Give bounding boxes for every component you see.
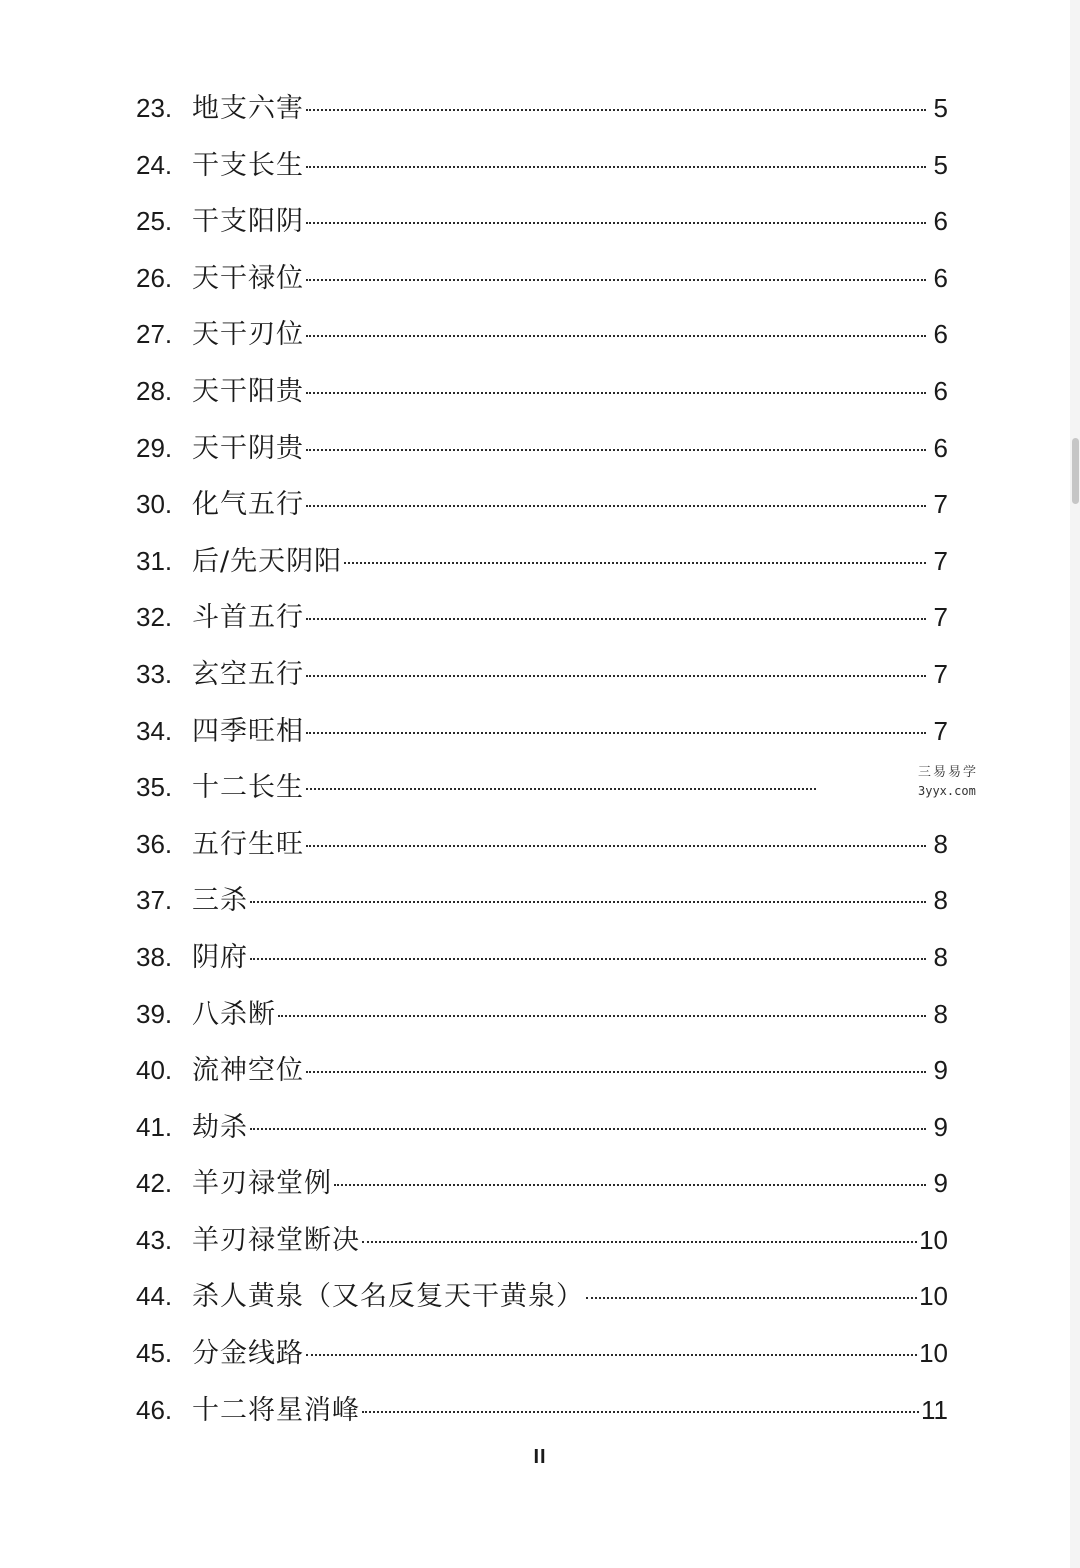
toc-entry-number: 24. <box>136 149 173 180</box>
toc-entry-number: 23. <box>136 93 173 123</box>
toc-entry-number: 34. <box>136 715 173 746</box>
toc-entry-number: 39. <box>136 998 173 1029</box>
dot-leader <box>250 958 926 960</box>
toc-entry-number: 25. <box>136 206 173 237</box>
toc-entry[interactable] <box>136 872 948 929</box>
page-number: II <box>533 1446 547 1468</box>
toc-entry-page: 10 <box>919 1281 948 1312</box>
toc-entry-title: 分金线路 <box>192 1338 304 1370</box>
dot-leader <box>344 562 926 564</box>
toc-entry[interactable] <box>136 646 948 703</box>
toc-entry-page: 10 <box>919 1224 948 1255</box>
toc-entry-title: 后/先天阴阳 <box>192 545 343 577</box>
toc-entry-title: 劫杀 <box>192 1111 248 1143</box>
toc-entry-page: 9 <box>933 1055 948 1086</box>
dot-leader <box>362 1241 917 1243</box>
toc-entry-page: 6 <box>933 375 948 406</box>
dot-leader <box>306 109 926 111</box>
dot-leader <box>306 166 926 168</box>
toc-entry[interactable] <box>136 759 948 816</box>
toc-entry-page: 6 <box>933 319 948 350</box>
toc-entry-title: 八杀断 <box>192 998 276 1030</box>
scrollbar-thumb[interactable] <box>1072 438 1079 504</box>
toc-entry-page: 6 <box>933 206 948 237</box>
dot-leader <box>306 675 926 677</box>
toc-entry-title: 干支阳阴 <box>192 206 304 238</box>
toc-entry-number: 35. <box>136 772 173 803</box>
toc-entry-title: 干支长生 <box>192 149 304 181</box>
toc-entry-number: 43. <box>136 1224 173 1255</box>
toc-entry-number: 42. <box>136 1168 173 1199</box>
toc-entry-number: 28. <box>136 375 173 406</box>
toc-entry-title: 流神空位 <box>192 1055 304 1087</box>
toc-entry-title: 三杀 <box>192 885 248 917</box>
dot-leader <box>306 392 926 394</box>
toc-entry[interactable] <box>136 703 948 760</box>
watermark-name: 三易易学 <box>918 765 979 780</box>
toc-entry-number: 41. <box>136 1111 173 1142</box>
toc-entry-page: 6 <box>933 432 948 463</box>
toc-entry-title: 羊刃禄堂例 <box>192 1168 332 1200</box>
toc-entry-number: 26. <box>136 262 173 293</box>
toc-entry[interactable] <box>136 363 948 420</box>
toc-entry-page: 11 <box>921 1394 948 1425</box>
toc-entry[interactable] <box>136 1325 948 1382</box>
toc-entry-title: 五行生旺 <box>192 828 304 860</box>
toc-entry-title: 玄空五行 <box>192 658 304 690</box>
toc-entry-title: 天干刃位 <box>192 319 304 351</box>
toc-entry-number: 37. <box>136 885 173 916</box>
toc-entry-page: 7 <box>933 545 948 576</box>
toc-entry[interactable] <box>136 1382 948 1439</box>
dot-leader <box>278 1015 926 1017</box>
toc-entry-title: 斗首五行 <box>192 602 304 634</box>
toc-entry-title: 杀人黄泉（又名反复天干黄泉） <box>192 1281 584 1313</box>
toc-entry-title: 四季旺相 <box>192 715 304 747</box>
toc-entry-page: 5 <box>933 93 948 123</box>
toc-entry-page: 5 <box>933 149 948 180</box>
toc-entry-title: 十二将星消峰 <box>192 1394 360 1426</box>
toc-entry[interactable] <box>136 137 948 194</box>
toc-entry[interactable] <box>136 1042 948 1099</box>
toc-entry-page: 7 <box>933 602 948 633</box>
scrollbar-track[interactable] <box>1070 0 1080 1568</box>
toc-entry-title: 天干阳贵 <box>192 375 304 407</box>
toc-entry[interactable] <box>136 193 948 250</box>
toc-entry[interactable] <box>136 80 948 137</box>
toc-entry[interactable] <box>136 1268 948 1325</box>
toc-entry-number: 33. <box>136 658 173 689</box>
toc-entry-title: 羊刃禄堂断决 <box>192 1224 360 1256</box>
toc-entry-title: 地支六害 <box>192 93 304 124</box>
watermark-url: 3yyx.com <box>918 784 976 798</box>
toc-entry-page: 10 <box>919 1338 948 1369</box>
toc-entry[interactable] <box>136 533 948 590</box>
watermark <box>918 764 998 800</box>
toc-entry-page: 9 <box>933 1111 948 1142</box>
dot-leader <box>306 222 926 224</box>
toc-entry[interactable] <box>136 476 948 533</box>
toc-entry-number: 36. <box>136 828 173 859</box>
toc-entry-title: 化气五行 <box>192 489 304 521</box>
toc-entry-number: 45. <box>136 1338 173 1369</box>
toc-entry-page: 7 <box>933 658 948 689</box>
toc-entry-page: 6 <box>933 262 948 293</box>
dot-leader <box>306 1354 917 1356</box>
toc-entry-page: 7 <box>933 715 948 746</box>
toc-entry[interactable] <box>136 420 948 477</box>
toc-entry-number: 31. <box>136 545 173 576</box>
table-of-contents <box>136 80 948 1438</box>
toc-entry-number: 32. <box>136 602 173 633</box>
dot-leader <box>306 788 816 790</box>
toc-entry-title: 天干禄位 <box>192 262 304 294</box>
toc-entry-number: 38. <box>136 941 173 972</box>
dot-leader <box>362 1411 919 1413</box>
toc-entry-number: 30. <box>136 489 173 520</box>
toc-entry[interactable] <box>136 250 948 307</box>
toc-entry-title: 阴府 <box>192 941 248 973</box>
dot-leader <box>586 1297 917 1299</box>
toc-entry[interactable] <box>136 589 948 646</box>
dot-leader <box>306 732 926 734</box>
toc-entry-title: 天干阴贵 <box>192 432 304 464</box>
toc-entry[interactable] <box>136 929 948 986</box>
toc-entry[interactable] <box>136 986 948 1043</box>
toc-entry-number: 44. <box>136 1281 173 1312</box>
dot-leader <box>306 279 926 281</box>
toc-entry[interactable] <box>136 1155 948 1212</box>
dot-leader <box>306 505 926 507</box>
dot-leader <box>306 618 926 620</box>
toc-entry-page: 8 <box>933 828 948 859</box>
toc-entry-number: 46. <box>136 1394 173 1425</box>
toc-entry[interactable] <box>136 306 948 363</box>
toc-entry[interactable] <box>136 1099 948 1156</box>
dot-leader <box>306 1071 926 1073</box>
dot-leader <box>306 845 926 847</box>
dot-leader <box>306 335 926 337</box>
toc-entry-page: 7 <box>933 489 948 520</box>
toc-entry[interactable] <box>136 1212 948 1269</box>
toc-entry-number: 29. <box>136 432 173 463</box>
toc-entry-page: 8 <box>933 998 948 1029</box>
toc-entry-title: 十二长生 <box>192 772 304 804</box>
toc-entry-number: 40. <box>136 1055 173 1086</box>
toc-entry-page: 9 <box>933 1168 948 1199</box>
dot-leader <box>250 901 926 903</box>
toc-entry-number: 27. <box>136 319 173 350</box>
dot-leader <box>250 1128 926 1130</box>
dot-leader <box>306 449 926 451</box>
dot-leader <box>334 1184 926 1186</box>
toc-entry-page: 8 <box>933 885 948 916</box>
toc-entry-page: 8 <box>933 941 948 972</box>
toc-entry[interactable] <box>136 816 948 873</box>
